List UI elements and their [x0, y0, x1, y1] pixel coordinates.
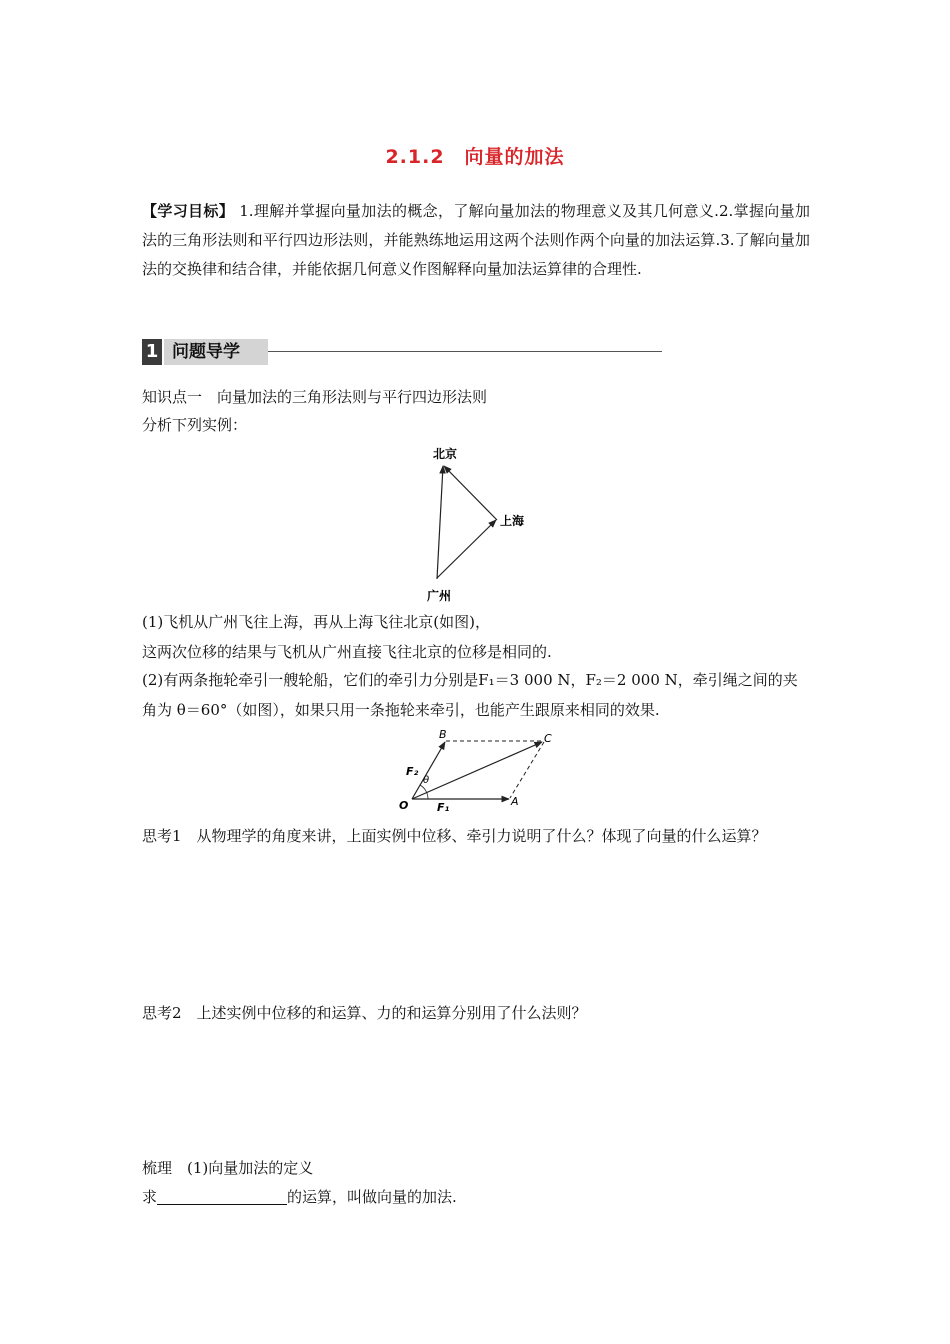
map-edge-guangzhou-beijing — [437, 466, 443, 579]
force-figure — [392, 725, 562, 817]
objectives-text: 1.理解并掌握向量加法的概念，了解向量加法的物理意义及其几何意义.2.掌握向量加法的三角形法则和平行四边形法则，并能熟练地运用这两个法则作两个向量的加法运算.3.了解向量加法的交换律和结合律，并能依据几何意义作图解释向量加法运算律的合理性. — [142, 202, 810, 278]
map-edge-guangzhou-shanghai — [437, 520, 496, 578]
example2-text-a: (2)有两条拖轮牵引一艘轮船，它们的牵引力分别是 — [142, 671, 479, 689]
angle-arc — [420, 785, 428, 799]
section-rule — [268, 351, 662, 352]
label-guangzhou: 广州 — [427, 589, 452, 603]
dashed-c-a — [510, 742, 544, 798]
label-c: C — [544, 732, 552, 745]
section-number: 1 — [142, 339, 162, 365]
knowledge-point-heading: 知识点一 向量加法的三角形法则与平行四边形法则 — [142, 388, 488, 406]
example1-line1: (1)飞机从广州飞往上海，再从上海飞往北京(如图)， — [142, 613, 490, 631]
label-f1: F₁ — [437, 801, 450, 814]
example2-f2: F₂＝2 000 N， — [585, 671, 693, 689]
vector-resultant — [412, 742, 542, 799]
objectives-tag: 【学习目标】 — [142, 202, 235, 220]
analyze-label: 分析下列实例： — [142, 416, 248, 434]
summary-title: 梳理 (1)向量加法的定义 — [142, 1159, 314, 1177]
page-title: 2.1.2 向量的加法 — [385, 146, 565, 168]
label-f2: F₂ — [406, 765, 419, 778]
label-beijing: 北京 — [433, 447, 458, 461]
think1-question: 思考1 从物理学的角度来讲，上面实例中位移、牵引力说明了什么？体现了向量的什么运算？ — [142, 827, 767, 845]
label-b: B — [439, 728, 447, 741]
label-theta: θ — [423, 775, 430, 786]
summary-post: 的运算，叫做向量的加法. — [287, 1188, 457, 1206]
section-label: 问题导学 — [164, 339, 268, 365]
example2 — [142, 665, 810, 725]
label-o: O — [399, 799, 409, 812]
label-shanghai: 上海 — [500, 514, 525, 528]
map-figure — [405, 442, 545, 604]
example1-line2: 这两次位移的结果与飞机从广州直接飞往北京的位移是相同的. — [142, 643, 552, 661]
example2-f1: F₁＝3 000 N， — [478, 671, 586, 689]
think2-question: 思考2 上述实例中位移的和运算、力的和运算分别用了什么法则？ — [142, 1004, 587, 1022]
map-edge-shanghai-beijing — [444, 466, 497, 520]
example2-text-b: 牵引绳之间的夹角为 θ＝60°（如图），如果只用一条拖轮来牵引，也能产生跟原来相同的效果. — [142, 671, 798, 719]
summary-pre: 求 — [142, 1188, 158, 1206]
fill-blank[interactable] — [157, 1187, 287, 1205]
summary-definition — [142, 1186, 457, 1208]
learning-objectives — [142, 197, 810, 284]
label-a: A — [511, 795, 519, 808]
